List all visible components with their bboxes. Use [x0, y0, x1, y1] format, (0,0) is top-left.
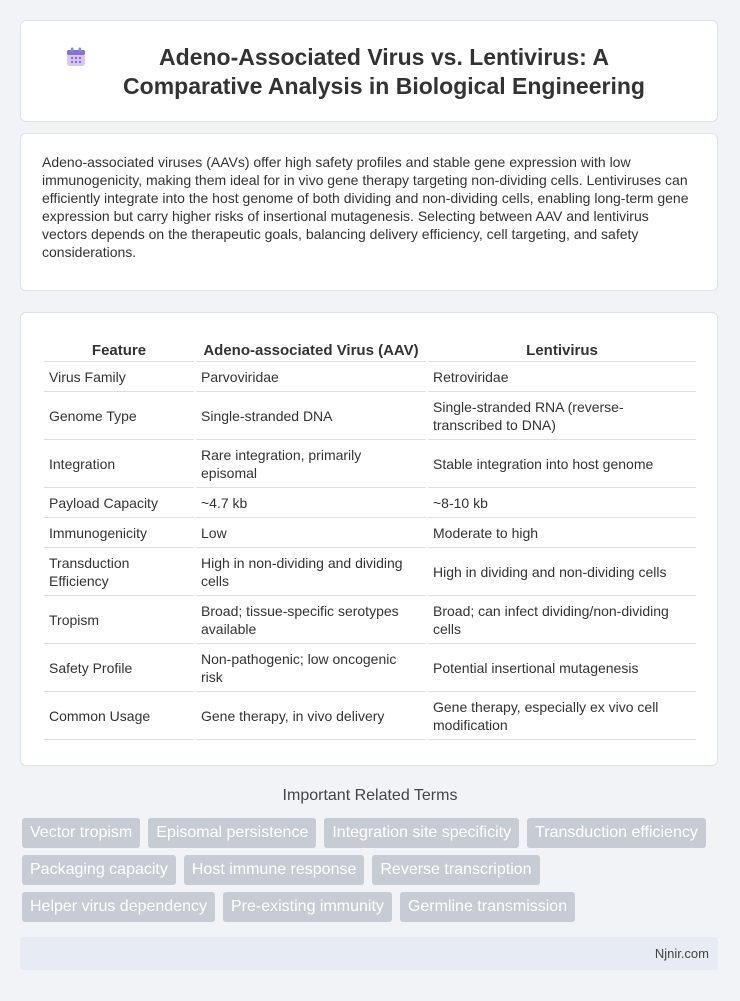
- term-tag[interactable]: Germline transmission: [400, 892, 575, 922]
- page-title: Adeno-Associated Virus vs. Lentivirus: A Comparative Analysis in Biological Engineering: [123, 44, 645, 99]
- table-row: [44, 692, 696, 740]
- comparison-table: [42, 334, 698, 740]
- table-row: [44, 488, 696, 518]
- lentivirus-cell: Stable integration into host genome: [428, 440, 696, 488]
- table-row: [44, 518, 696, 548]
- lentivirus-cell: Retroviridae: [428, 362, 696, 392]
- table-row: [44, 440, 696, 488]
- feature-cell: Safety Profile: [44, 644, 194, 692]
- aav-cell: Gene therapy, in vivo delivery: [196, 692, 426, 740]
- lentivirus-cell: Broad; can infect dividing/non-dividing cells: [428, 596, 696, 644]
- lentivirus-cell: High in dividing and non-dividing cells: [428, 548, 696, 596]
- lentivirus-cell: Potential insertional mutagenesis: [428, 644, 696, 692]
- table-row: [44, 644, 696, 692]
- aav-cell: High in non-dividing and dividing cells: [196, 548, 426, 596]
- aav-cell: Rare integration, primarily episomal: [196, 440, 426, 488]
- footer-site-link[interactable]: Njnir.com: [654, 946, 709, 961]
- lentivirus-cell: Gene therapy, especially ex vivo cell modification: [428, 692, 696, 740]
- term-tag[interactable]: Vector tropism: [22, 818, 140, 848]
- column-header-aav: Adeno-associated Virus (AAV): [196, 334, 426, 362]
- term-tag[interactable]: Episomal persistence: [148, 818, 316, 848]
- aav-cell: Parvoviridae: [196, 362, 426, 392]
- feature-cell: Transduction Efficiency: [44, 548, 194, 596]
- related-terms-list: [22, 818, 722, 929]
- footer: [20, 937, 718, 970]
- header-card: [20, 20, 718, 122]
- term-tag[interactable]: Host immune response: [184, 855, 365, 885]
- aav-cell: ~4.7 kb: [196, 488, 426, 518]
- term-tag[interactable]: Pre-existing immunity: [223, 892, 392, 922]
- feature-cell: Virus Family: [44, 362, 194, 392]
- term-tag[interactable]: Transduction efficiency: [527, 818, 706, 848]
- aav-cell: Single-stranded DNA: [196, 392, 426, 440]
- intro-card: [20, 133, 718, 291]
- aav-cell: Non-pathogenic; low oncogenic risk: [196, 644, 426, 692]
- feature-cell: Tropism: [44, 596, 194, 644]
- term-tag[interactable]: Integration site specificity: [324, 818, 519, 848]
- lentivirus-cell: Single-stranded RNA (reverse-transcribed to DNA): [428, 392, 696, 440]
- aav-cell: Broad; tissue-specific serotypes available: [196, 596, 426, 644]
- feature-cell: Payload Capacity: [44, 488, 194, 518]
- term-tag[interactable]: Helper virus dependency: [22, 892, 215, 922]
- table-row: [44, 596, 696, 644]
- aav-cell: Low: [196, 518, 426, 548]
- lentivirus-cell: Moderate to high: [428, 518, 696, 548]
- column-header-lentivirus: Lentivirus: [428, 334, 696, 362]
- term-tag[interactable]: Packaging capacity: [22, 855, 176, 885]
- feature-cell: Immunogenicity: [44, 518, 194, 548]
- table-row: [44, 548, 696, 596]
- lentivirus-cell: ~8-10 kb: [428, 488, 696, 518]
- feature-cell: Integration: [44, 440, 194, 488]
- intro-paragraph: Adeno-associated viruses (AAVs) offer high safety profiles and stable gene expression with low immunogenicity, making them ideal for in vivo gene therapy targeting non-dividing cells. Lentiviruses can efficiently integrate into the host genome of both dividing and non-dividing cells, enabling long-term gene expression but carry higher risks of insertional mutagenesis. Selecting between AAV and lentivirus vectors depends on the therapeutic goals, balancing delivery efficiency, cell targeting, and safety considerations.: [42, 154, 689, 260]
- column-header-feature: Feature: [44, 334, 194, 362]
- feature-cell: Common Usage: [44, 692, 194, 740]
- comparison-table-card: [20, 312, 718, 766]
- feature-cell: Genome Type: [44, 392, 194, 440]
- related-terms-title: Important Related Terms: [282, 787, 458, 804]
- term-tag[interactable]: Reverse transcription: [372, 855, 539, 885]
- table-row: [44, 362, 696, 392]
- table-row: [44, 392, 696, 440]
